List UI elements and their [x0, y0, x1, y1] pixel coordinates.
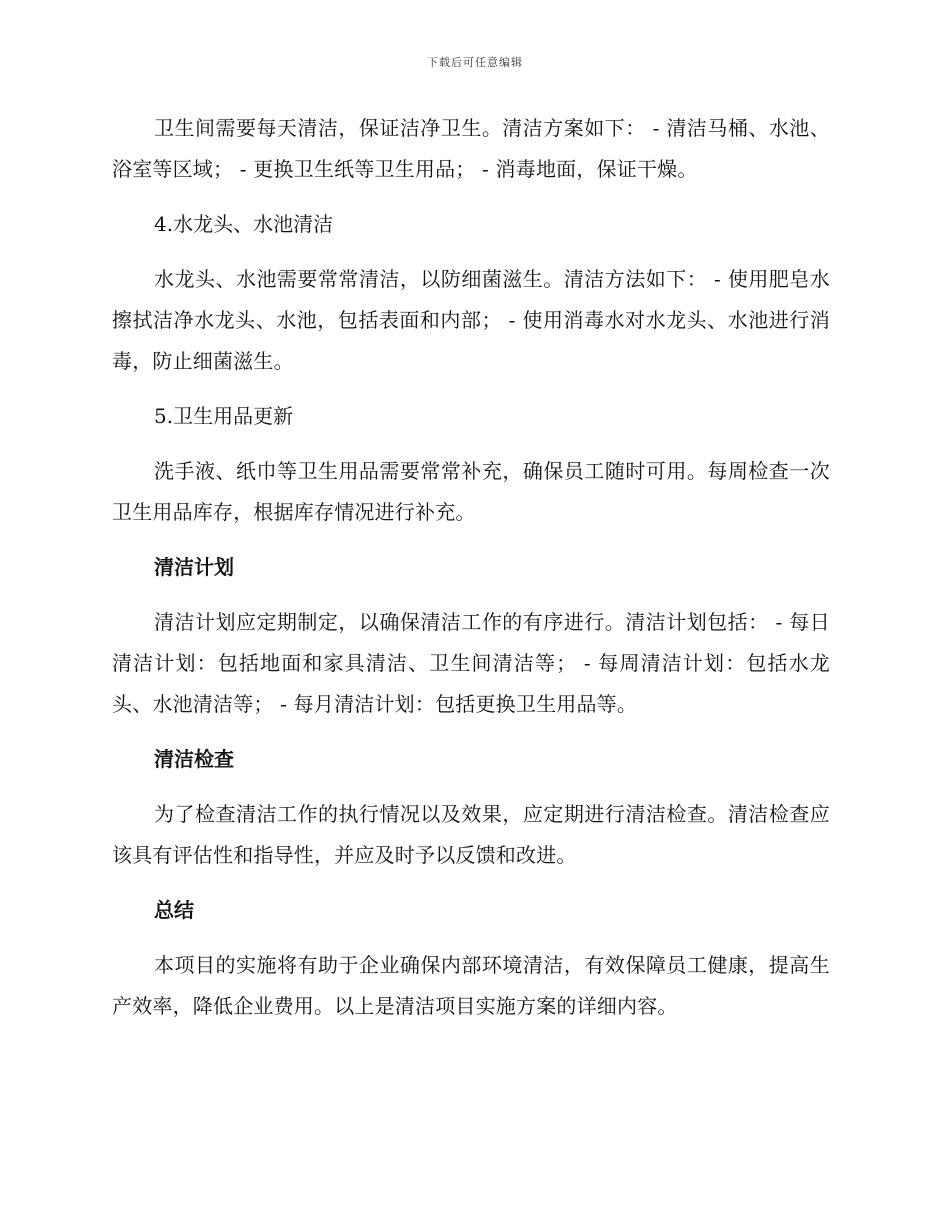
subheading-supplies-update: 5.卫生用品更新	[154, 404, 294, 428]
paragraph-restroom-cleaning: 卫生间需要每天清洁，保证洁净卫生。清洁方案如下： - 清洁马桶、水池、浴室等区域； - 更换卫生纸等卫生用品； - 消毒地面，保证干燥。	[112, 116, 830, 181]
paragraph-supplies-update: 洗手液、纸巾等卫生用品需要常常补充，确保员工随时可用。每周检查一次卫生用品库存，根据库存情况进行补充。	[112, 459, 830, 524]
section-heading-summary: 总结	[154, 898, 194, 922]
paragraph-summary: 本项目的实施将有助于企业确保内部环境清洁，有效保障员工健康，提高生产效率，降低企业费用。以上是清洁项目实施方案的详细内容。	[112, 953, 830, 1018]
document-body	[112, 108, 830, 1041]
page-header: 下载后可任意编辑	[427, 56, 523, 69]
paragraph-cleaning-plan: 清洁计划应定期制定，以确保清洁工作的有序进行。清洁计划包括： - 每日清洁计划：包括地面和家具清洁、卫生间清洁等； - 每周清洁计划：包括水龙头、水池清洁等； - 每月清洁计划：包括更换卫生用品等。	[112, 610, 830, 716]
paragraph-faucet-sink: 水龙头、水池需要常常清洁，以防细菌滋生。清洁方法如下： - 使用肥皂水擦拭洁净水龙头、水池，包括表面和内部； - 使用消毒水对水龙头、水池进行消毒，防止细菌滋生。	[112, 267, 830, 373]
subheading-faucet-sink: 4.水龙头、水池清洁	[154, 212, 334, 236]
paragraph-cleaning-inspection: 为了检查清洁工作的执行情况以及效果，应定期进行清洁检查。清洁检查应该具有评估性和指导性，并应及时予以反馈和改进。	[112, 802, 830, 867]
section-heading-cleaning-inspection: 清洁检查	[154, 747, 234, 771]
section-heading-cleaning-plan: 清洁计划	[154, 555, 234, 579]
